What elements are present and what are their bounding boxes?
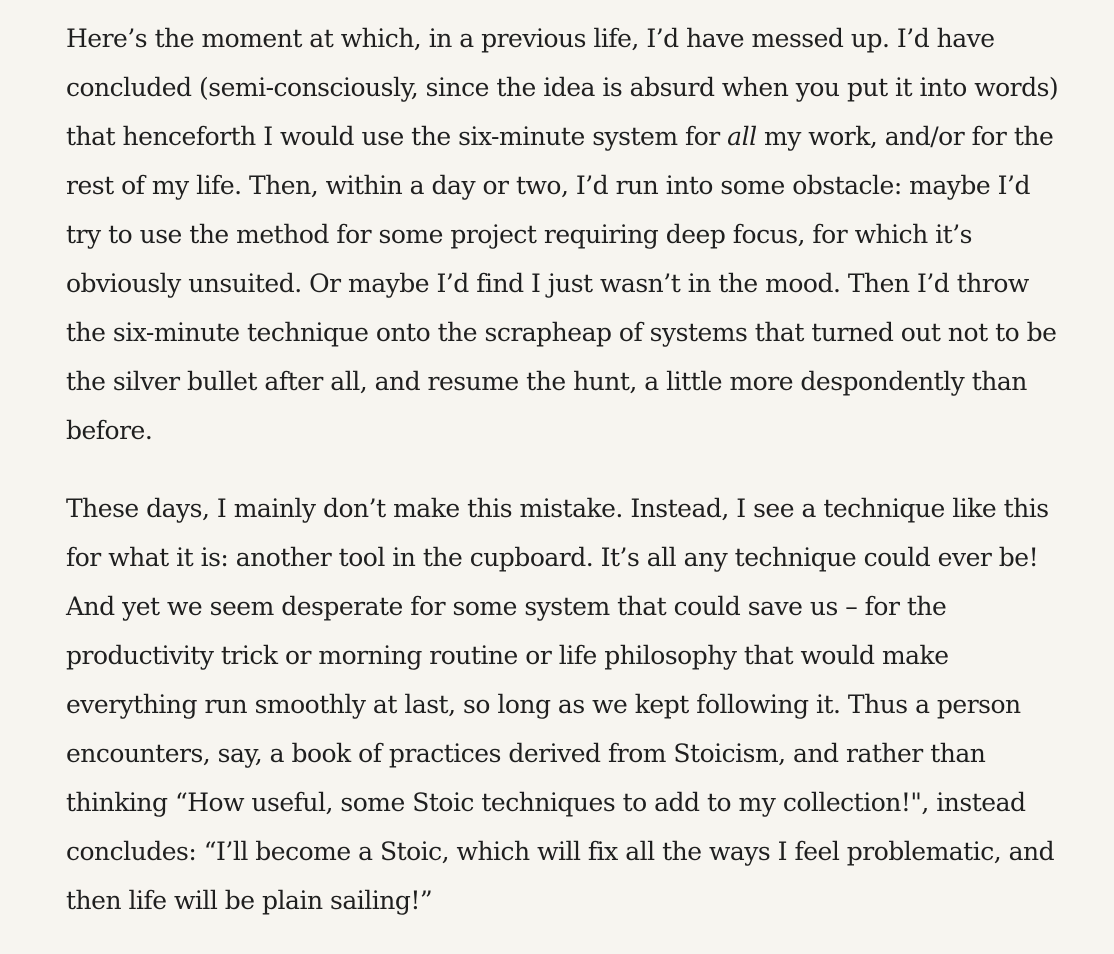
paragraph-2: These days, I mainly don’t make this mistake. Instead, I see a technique like this for what it is: another tool in the cupboard. It’s all any technique could ever be! And yet we seem desperate for some system that could save us – for the productivity trick or morning routine or life philosophy that would make everything run smoothly at last, so long as we kept following it. Thus a person encounters, say, a book of practices derived from Stoicism, and rather than thinking “How useful, some Stoic techniques to add to my collection!", instead concludes: “I’ll become a Stoic, which will fix all the ways I feel problematic, and then life will be plain sailing!” [66, 494, 1055, 915]
paragraph-1-emphasis: all [727, 122, 757, 151]
paragraph-1-text-end: my work, and/or for the rest of my life. Then, within a day or two, I’d run into some obstacle: maybe I’d try to use the method for some project requiring deep focus, for which it’s obviously unsuited. Or maybe I’d find I just wasn’t in the mood. Then I’d throw the six-minute technique onto the scrapheap of systems that turned out not to be the silver bullet after all, and resume the hunt, a little more despondently than before. [66, 122, 1057, 445]
paragraph-1 [66, 14, 1066, 455]
paragraph-1-text-start: Here’s the moment at which, in a previous life, I’d have messed up. I’d have concluded (semi-consciously, since the idea is absurd when you put it into words) that henceforth I would use the six-minute system for [66, 24, 1059, 151]
article-body [66, 14, 1066, 954]
